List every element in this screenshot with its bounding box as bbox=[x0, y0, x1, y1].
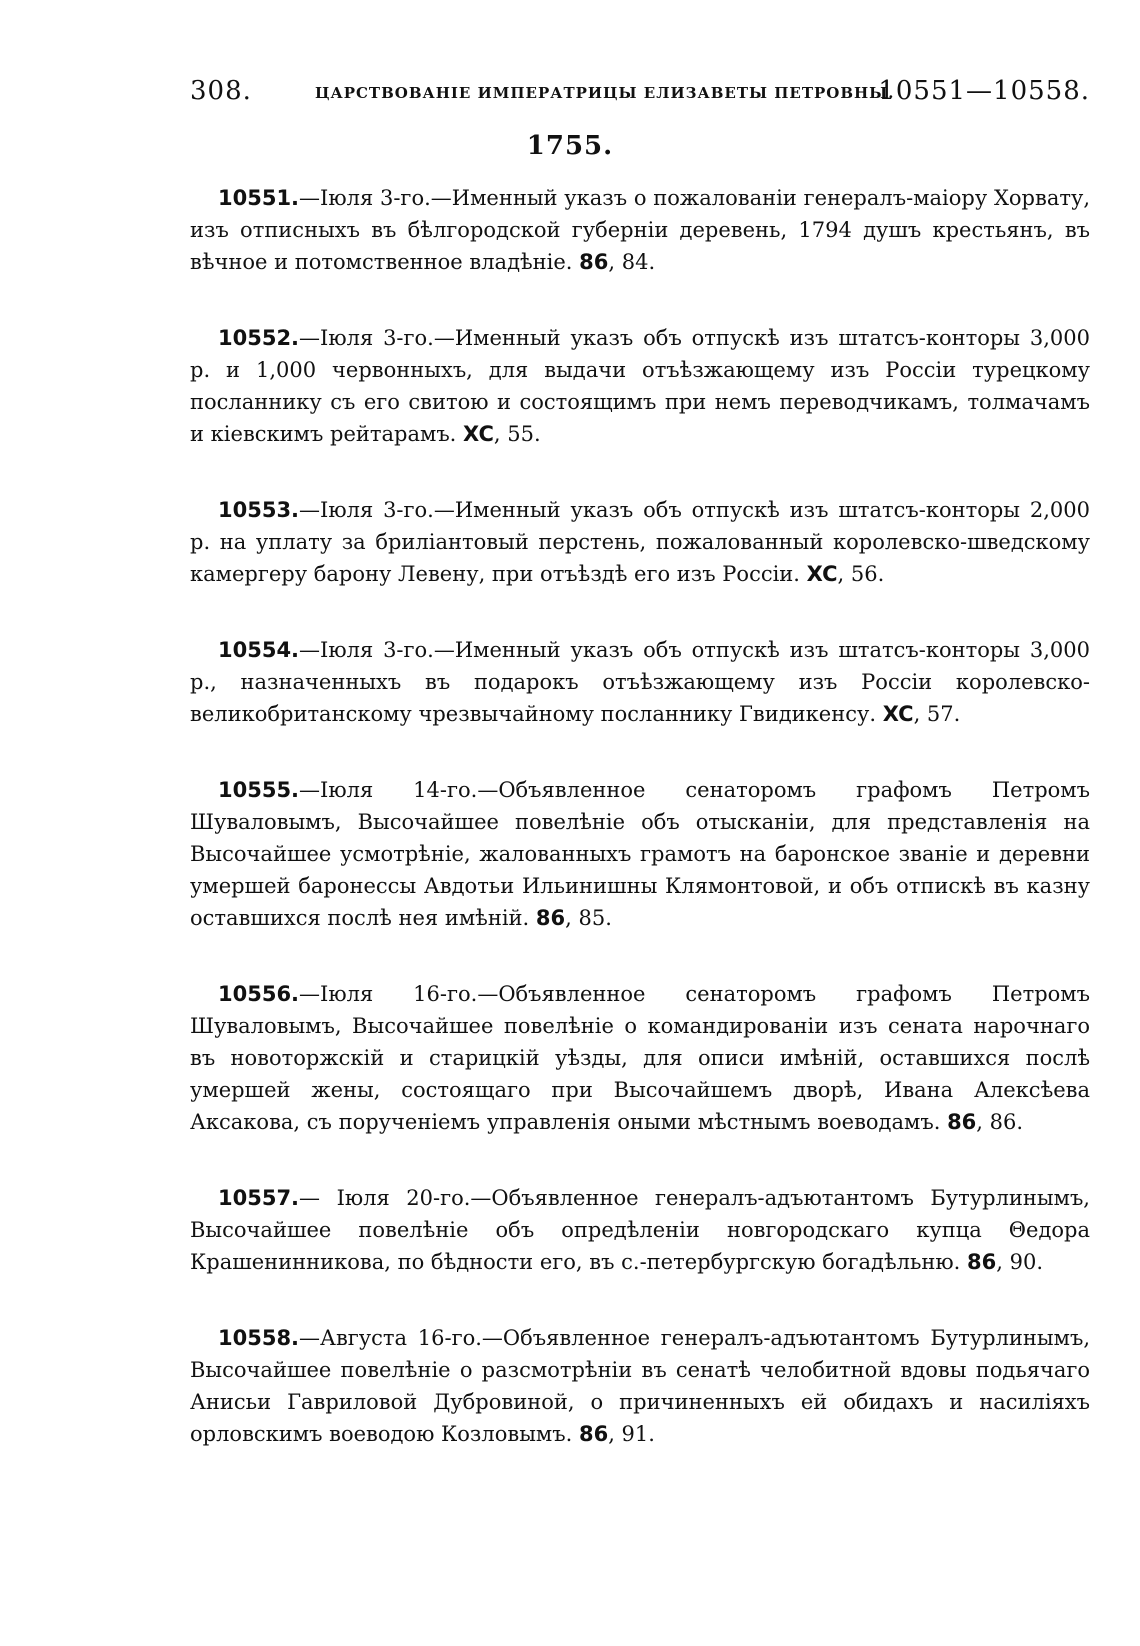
entry-page-ref: , 86. bbox=[976, 1110, 1024, 1134]
entry-text: —Іюля 16-го.—Объявленное сенаторомъ графомъ Петромъ Шуваловымъ, Высочайшее повелѣніе о командированіи изъ сената нарочнаго въ новоторжскій и старицкій уѣзды, для описи имѣній, оставшихся послѣ умершей жены, состоящаго при Высочайшемъ дворѣ, Ивана Алексѣева Аксакова, съ порученіемъ управленія оными мѣстнымъ воеводамъ. bbox=[190, 982, 1090, 1134]
page-number: 308. bbox=[190, 76, 252, 106]
entry bbox=[190, 774, 1090, 934]
entry bbox=[190, 494, 1090, 590]
entry-volume-ref: 86 bbox=[947, 1110, 977, 1134]
entry-range: 10551—10558. bbox=[878, 76, 1090, 106]
entry-page-ref: , 57. bbox=[913, 702, 961, 726]
running-title: ЦАРСТВОВАНІЕ ИМПЕРАТРИЦЫ ЕЛИЗАВЕТЫ ПЕТРОВНЫ. bbox=[315, 84, 895, 102]
entry-page-ref: , 90. bbox=[996, 1250, 1044, 1274]
entry-text: —Іюля 14-го.—Объявленное сенаторомъ графомъ Петромъ Шуваловымъ, Высочайшее повелѣніе объ отысканіи, для представленія на Высочайшее усмотрѣніе, жалованныхъ грамотъ на баронское званіе и деревни умершей баронессы Авдотьи Ильинишны Клямонтовой, и объ отпискѣ въ казну оставшихся послѣ нея имѣній. bbox=[190, 778, 1090, 930]
entry-number: 10557. bbox=[218, 1186, 300, 1210]
entry-volume-ref: 86 bbox=[579, 250, 609, 274]
entry-page-ref: , 55. bbox=[493, 422, 541, 446]
entry bbox=[190, 978, 1090, 1138]
entry-text: —Іюля 3-го.—Именный указъ объ отпускѣ изъ штатсъ-конторы 3,000 р. и 1,000 червонныхъ, для выдачи отъѣзжающему изъ Россіи турецкому посланнику съ его свитою и состоящимъ при немъ переводчикамъ, толмачамъ и кіевскимъ рейтарамъ. bbox=[190, 326, 1090, 446]
entry bbox=[190, 634, 1090, 730]
entry-volume-ref: XC bbox=[463, 422, 494, 446]
entry bbox=[190, 1322, 1090, 1450]
year-heading: 1755. bbox=[526, 131, 614, 161]
entry-text: —Іюля 3-го.—Именный указъ объ отпускѣ изъ штатсъ-конторы 3,000 р., назначенныхъ въ подарокъ отъѣзжающему изъ Россіи королевско-великобританскому чрезвычайному посланнику Гвидикенсу. bbox=[190, 638, 1090, 726]
entry-text: —Августа 16-го.—Объявленное генералъ-адъютантомъ Бутурлинымъ, Высочайшее повелѣніе о разсмотрѣніи въ сенатѣ челобитной вдовы подьячаго Анисьи Гавриловой Дубровиной, о причиненныхъ ей обидахъ и насиліяхъ орловскимъ воеводою Козловымъ. bbox=[190, 1326, 1090, 1446]
entry-number: 10558. bbox=[218, 1326, 300, 1350]
entries-list bbox=[190, 182, 1090, 1494]
entry-number: 10551. bbox=[218, 186, 300, 210]
entry-number: 10554. bbox=[218, 638, 300, 662]
entry-number: 10552. bbox=[218, 326, 300, 350]
entry bbox=[190, 1182, 1090, 1278]
entry-page-ref: , 56. bbox=[837, 562, 885, 586]
entry-number: 10556. bbox=[218, 982, 300, 1006]
entry-page-ref: , 85. bbox=[565, 906, 612, 930]
entry bbox=[190, 322, 1090, 450]
entry-text: — Іюля 20-го.—Объявленное генералъ-адъютантомъ Бутурлинымъ, Высочайшее повелѣніе объ опредѣленіи новгородскаго купца Θедора Крашенинникова, по бѣдности его, въ с.-петербургскую богадѣльню. bbox=[190, 1186, 1090, 1274]
entry bbox=[190, 182, 1090, 278]
entry-number: 10555. bbox=[218, 778, 300, 802]
running-header bbox=[190, 76, 1090, 116]
entry-number: 10553. bbox=[218, 498, 300, 522]
entry-volume-ref: 86 bbox=[535, 906, 566, 930]
entry-page-ref: , 91. bbox=[608, 1422, 655, 1446]
entry-volume-ref: XC bbox=[882, 702, 914, 726]
entry-volume-ref: 86 bbox=[967, 1250, 997, 1274]
entry-text: —Іюля 3-го.—Именный указъ о пожалованіи генералъ-маіору Хорвату, изъ отписныхъ въ бѣлгородской губерніи деревень, 1794 душъ крестьянъ, въ вѣчное и потомственное владѣніе. bbox=[190, 186, 1090, 274]
entry-page-ref: , 84. bbox=[608, 250, 656, 274]
entry-text: —Іюля 3-го.—Именный указъ объ отпускѣ изъ штатсъ-конторы 2,000 р. на уплату за бриліантовый перстень, пожалованный королевско-шведскому камергеру барону Левену, при отъѣздѣ его изъ Россіи. bbox=[190, 498, 1090, 586]
entry-volume-ref: XC bbox=[806, 562, 838, 586]
entry-volume-ref: 86 bbox=[578, 1422, 609, 1446]
